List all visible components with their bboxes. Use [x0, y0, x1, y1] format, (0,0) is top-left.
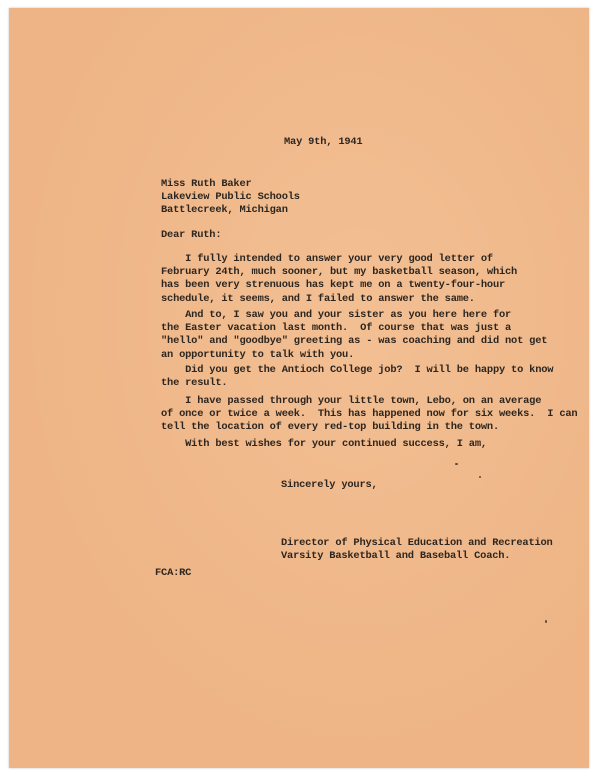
recipient-name: Miss Ruth Baker	[161, 178, 252, 190]
letter-date: May 9th, 1941	[284, 136, 363, 148]
recipient-address	[161, 178, 300, 218]
signature-title-line-2: Varsity Basketball and Baseball Coach.	[281, 550, 511, 563]
reference-initials: FCA:RC	[155, 567, 192, 579]
body-paragraph: I fully intended to answer your very good letter of February 24th, much sooner, but my basketball season, which has been very strenuous has kept me on a twenty-four-hour schedule, it seems, and I failed to answer the same.	[161, 253, 518, 305]
signature-block	[281, 537, 553, 563]
recipient-city: Battlecreek, Michigan	[161, 204, 288, 217]
body-paragraph: With best wishes for your continued success, I am,	[161, 438, 487, 450]
closing: Sincerely yours,	[281, 479, 378, 491]
body-paragraph: And to, I saw you and your sister as you here here for the Easter vacation last month. Of course that was just a "hello" and "goodbye" greeting as - was coaching and did not get an opportunity to talk with you.	[161, 309, 548, 361]
signature-title-line-1: Director of Physical Education and Recreation	[281, 537, 553, 549]
body-paragraph: I have passed through your little town, Lebo, on an average of once or twice a week. This has happened now for six weeks. I can tell the location of every red-top building in the town.	[161, 395, 578, 434]
ink-speck	[479, 476, 481, 478]
salutation: Dear Ruth:	[161, 229, 222, 241]
body-paragraph: Did you get the Antioch College job? I will be happy to know the result.	[161, 364, 554, 390]
letter-page	[9, 8, 589, 768]
ink-speck	[455, 463, 458, 465]
ink-speck	[545, 620, 547, 623]
recipient-organization: Lakeview Public Schools	[161, 191, 300, 204]
